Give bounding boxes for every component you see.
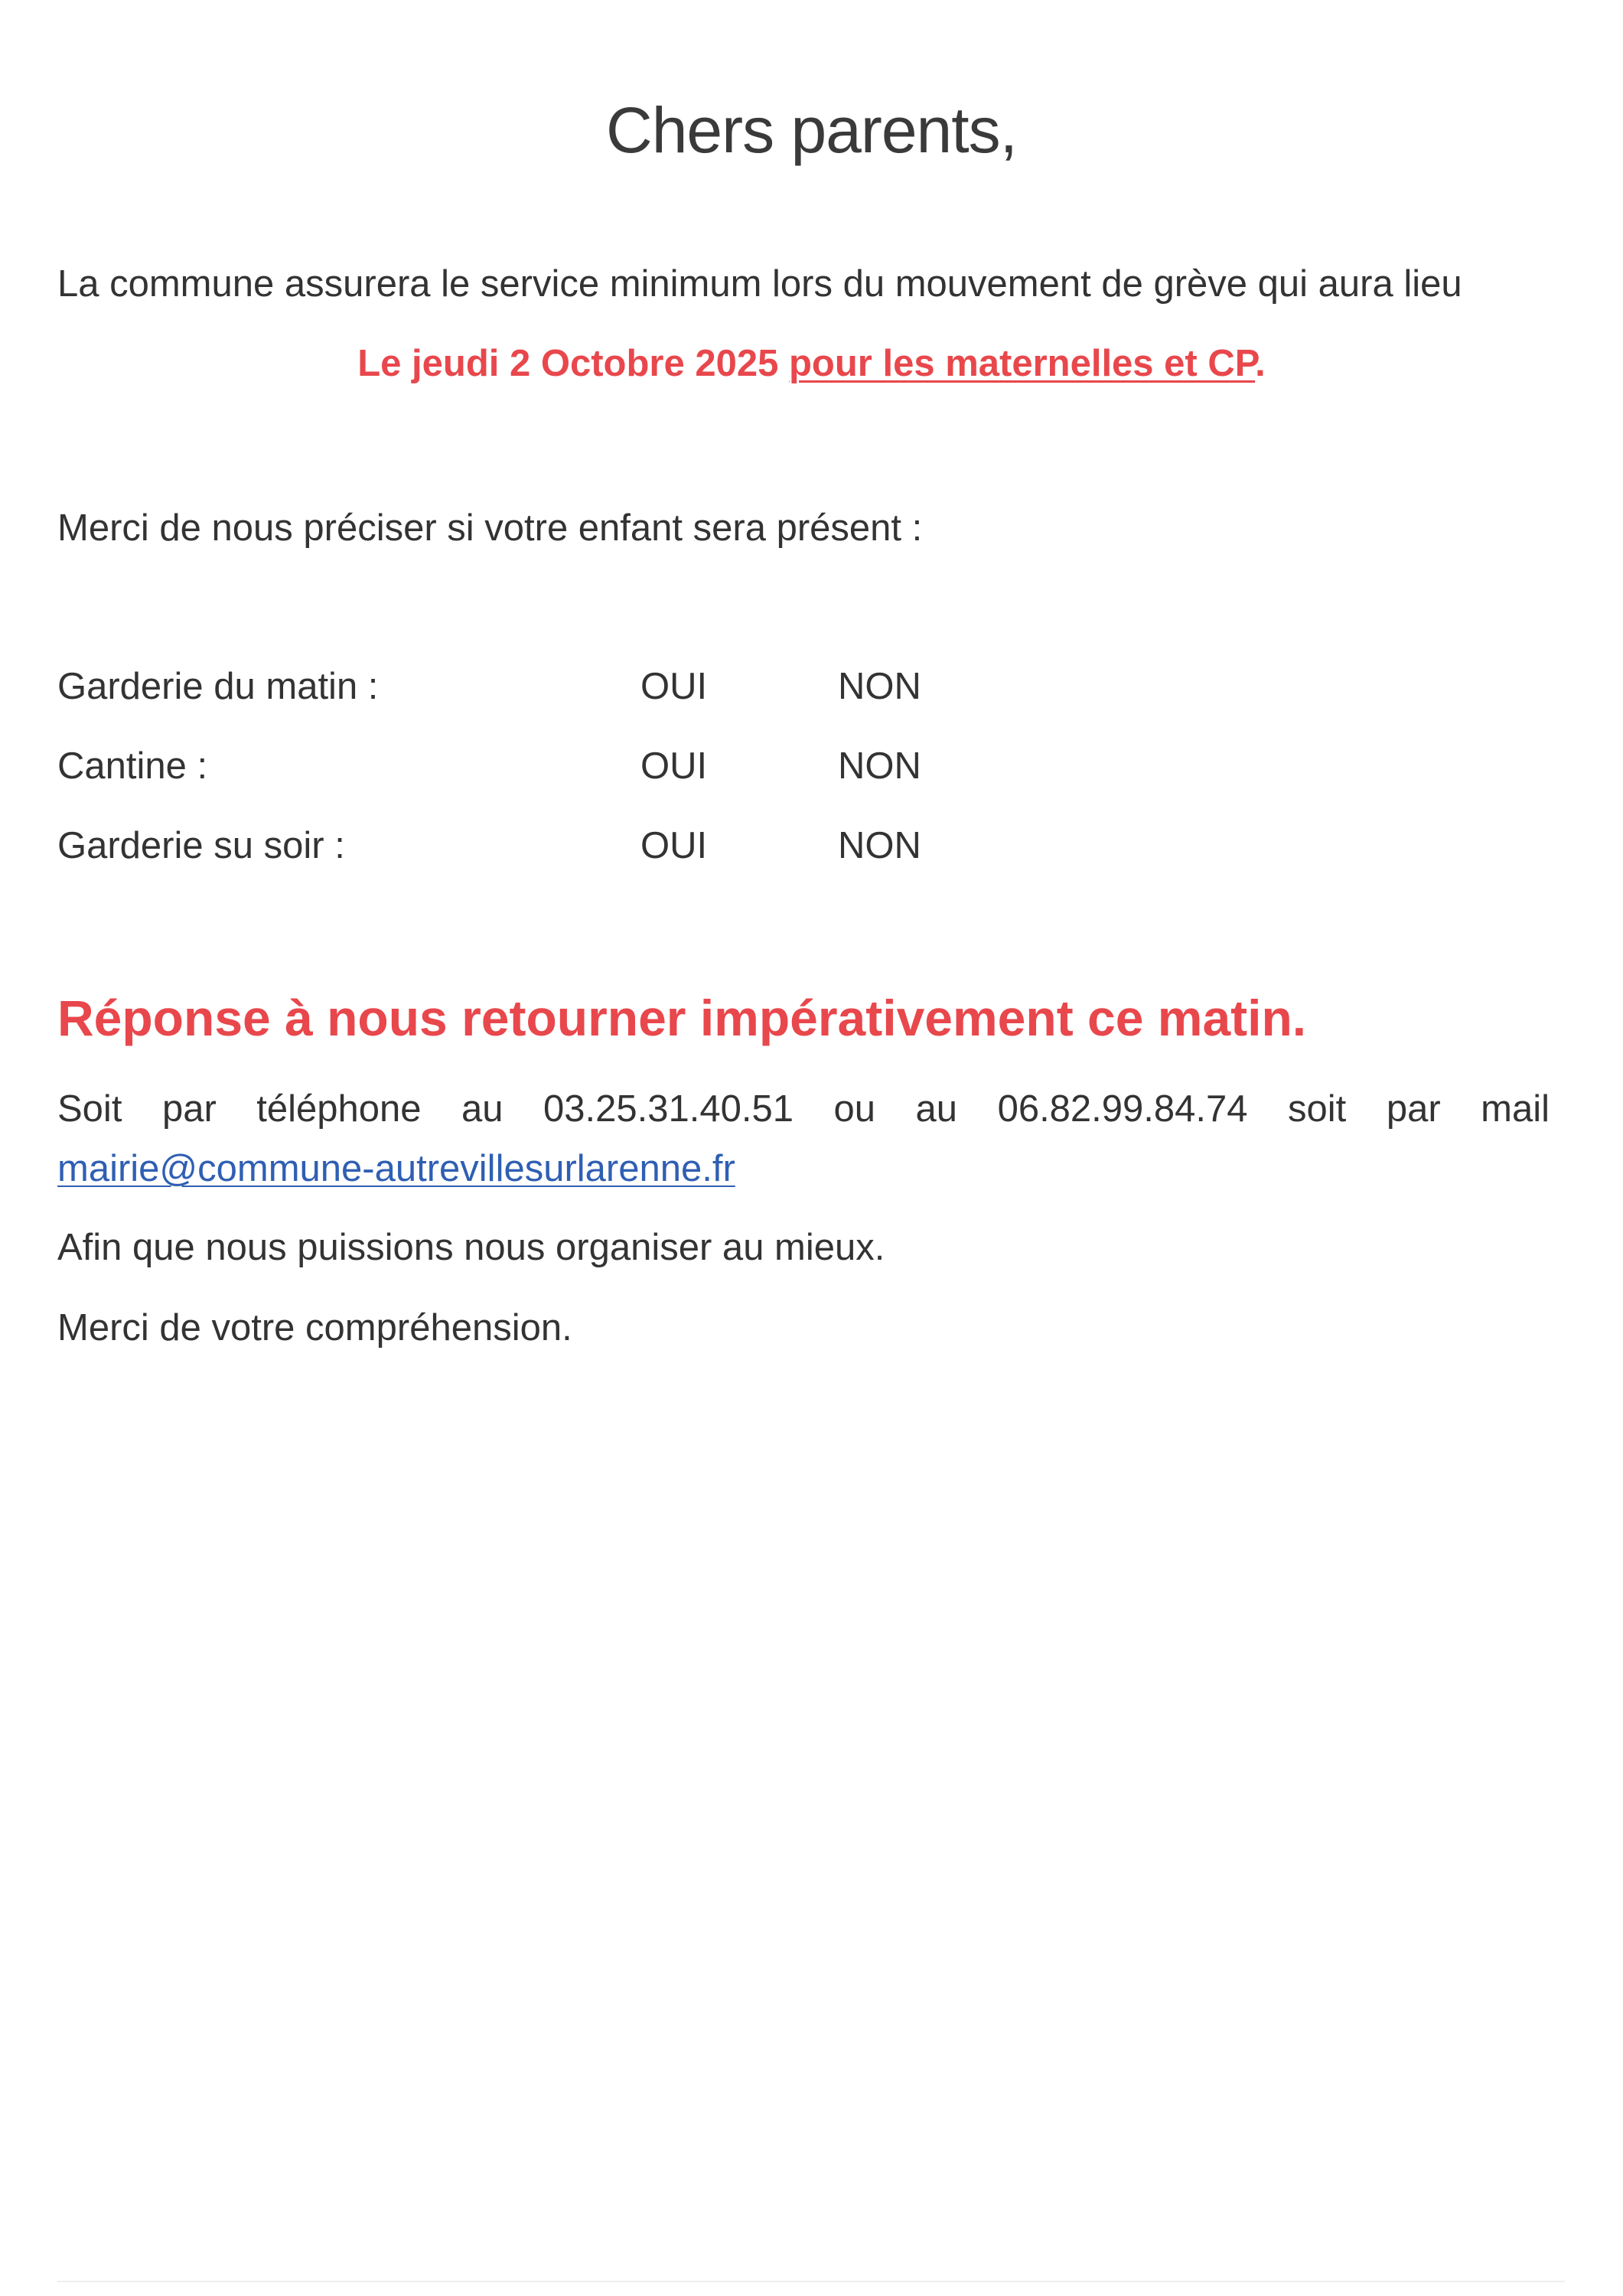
- response-warning: Réponse à nous retourner impérativement ce matin.: [57, 990, 1307, 1046]
- option-yes: OUI: [640, 666, 708, 707]
- contact-word: par: [161, 1088, 217, 1130]
- contact-word: téléphone: [256, 1088, 422, 1130]
- email-link[interactable]: mairie@commune-autrevillesurlarenne.fr: [57, 1148, 735, 1189]
- strike-date-line: [0, 337, 1623, 390]
- contact-word: mail: [1481, 1088, 1550, 1130]
- phone-number-landline: 03.25.31.40.51: [543, 1088, 794, 1130]
- phone-number-mobile: 06.82.99.84.74: [997, 1088, 1248, 1130]
- option-no: NON: [838, 745, 921, 787]
- contact-word: par: [1386, 1088, 1441, 1130]
- contact-word: au: [461, 1088, 504, 1130]
- closing-line-thanks: Merci de votre compréhension.: [57, 1307, 572, 1349]
- option-row-morning-care: [57, 660, 1129, 739]
- strike-date: Le jeudi 2 Octobre 2025: [357, 343, 779, 384]
- intro-paragraph: La commune assurera le service minimum lors du mouvement de grève qui aura lieu: [57, 263, 1462, 305]
- contact-paragraph: [57, 1079, 1550, 1199]
- contact-line: [57, 1079, 1550, 1139]
- email-line: [57, 1139, 1550, 1199]
- contact-word: soit: [1288, 1088, 1347, 1130]
- option-no: NON: [838, 825, 921, 866]
- option-row-evening-care: [57, 819, 1129, 899]
- attendance-options: [57, 660, 1129, 899]
- closing-line-organize: Afin que nous puissions nous organiser au mieux.: [57, 1227, 885, 1268]
- page-title: Chers parents,: [606, 94, 1017, 166]
- strike-scope: pour les maternelles et CP: [788, 343, 1256, 384]
- option-label: Cantine :: [57, 745, 208, 787]
- attendance-question: Merci de nous préciser si votre enfant sera présent :: [57, 507, 923, 549]
- strike-period: .: [1255, 343, 1266, 384]
- option-yes: OUI: [640, 745, 708, 787]
- contact-word: au: [915, 1088, 958, 1130]
- contact-word: Soit: [57, 1088, 122, 1130]
- contact-word: ou: [833, 1088, 876, 1130]
- option-label: Garderie du matin :: [57, 666, 379, 707]
- option-no: NON: [838, 666, 921, 707]
- option-row-canteen: [57, 739, 1129, 819]
- option-yes: OUI: [640, 825, 708, 866]
- page-bottom-divider: [57, 2281, 1565, 2282]
- option-label: Garderie su soir :: [57, 825, 345, 866]
